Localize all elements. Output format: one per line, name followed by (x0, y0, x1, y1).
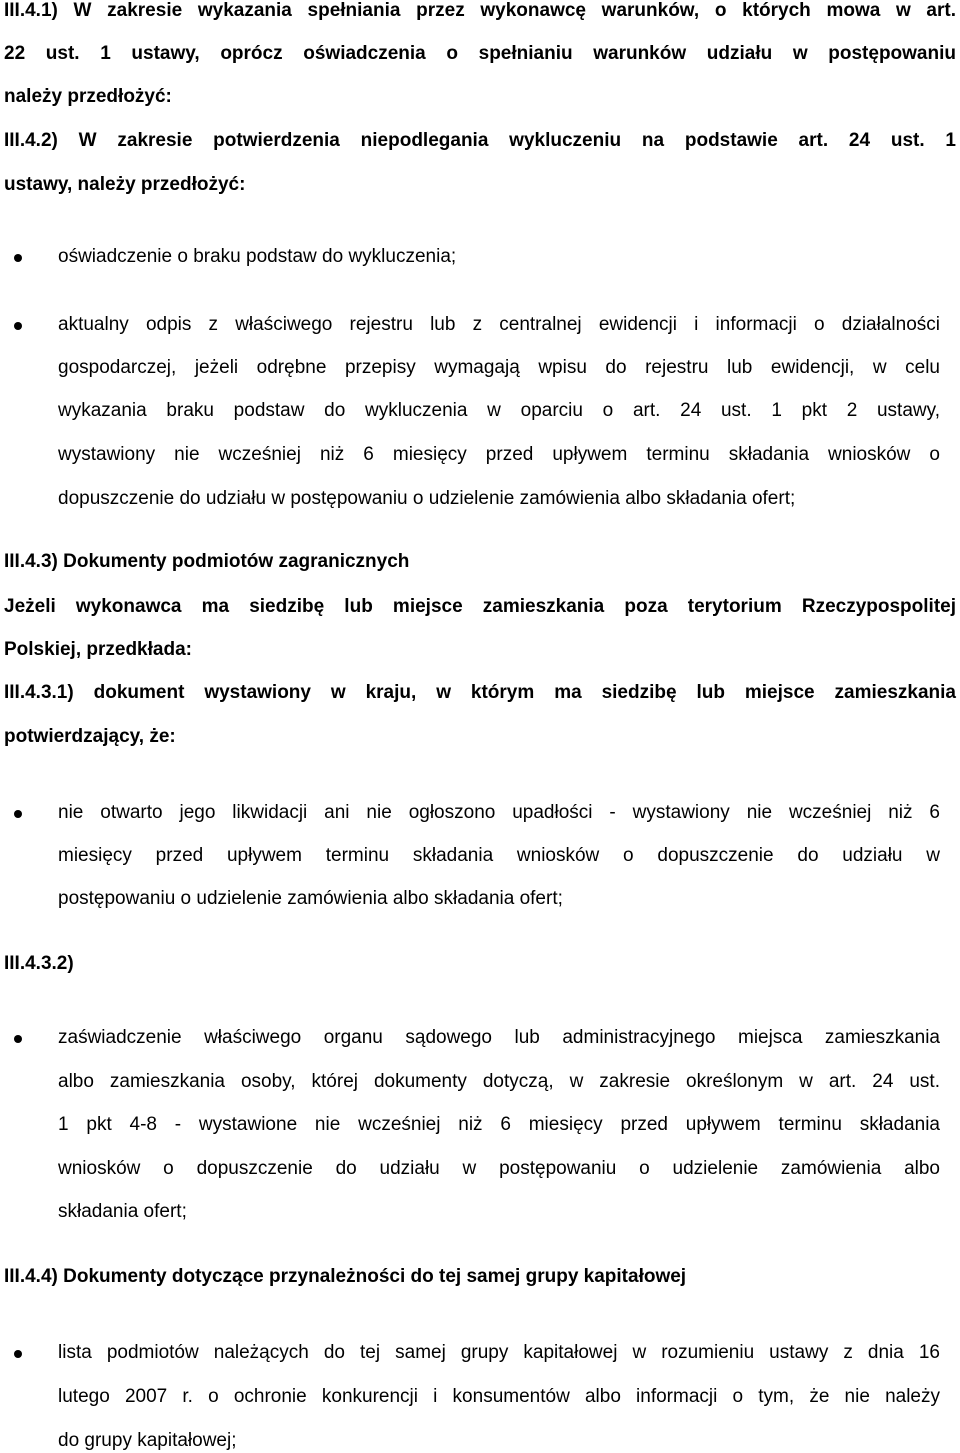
section-144-heading: III.4.4) Dokumenty dotyczące przynależności do tej samej grupy kapitałowej (4, 1266, 687, 1287)
bullet-144-line-2: lutego 2007 r. o ochronie konkurencji i konsumentów albo informacji o tym, że nie należy (58, 1386, 940, 1407)
bullet-dot (14, 322, 22, 330)
bullet-142-2-line-2: gospodarczej, jeżeli odrębne przepisy wymagają wpisu do rejestru lub ewidencji, w celu (58, 357, 940, 378)
bullet-dot (14, 1035, 22, 1043)
bullet-142-2-line-4: wystawiony nie wcześniej niż 6 miesięcy przed upływem terminu składania wniosków o (58, 444, 940, 465)
bullet-dot (14, 810, 22, 818)
bullet-142-2-line-5: dopuszczenie do udziału w postępowaniu o udzielenie zamówienia albo składania ofert; (58, 488, 796, 509)
section-1431-line-2: potwierdzający, że: (4, 726, 176, 747)
bullet-1432-line-3: 1 pkt 4-8 - wystawione nie wcześniej niż 6 miesięcy przed upływem terminu składania (58, 1114, 940, 1135)
bullet-144-line-1: lista podmiotów należących do tej samej grupy kapitałowej w rozumieniu ustawy z dnia 16 (58, 1342, 940, 1363)
section-141-line-1: III.4.1) W zakresie wykazania spełniania przez wykonawcę warunków, o których mowa w art. (4, 0, 956, 21)
section-143-intro-line-1: Jeżeli wykonawca ma siedzibę lub miejsce zamieszkania poza terytorium Rzeczypospolitej (4, 596, 956, 617)
section-141-line-3: należy przedłożyć: (4, 86, 172, 107)
bullet-1432-line-5: składania ofert; (58, 1201, 187, 1222)
section-1431-line-1: III.4.3.1) dokument wystawiony w kraju, w którym ma siedzibę lub miejsce zamieszkania (4, 682, 956, 703)
section-143-intro-line-2: Polskiej, przedkłada: (4, 639, 192, 660)
bullet-1431-line-2: miesięcy przed upływem terminu składania wniosków o dopuszczenie do udziału w (58, 845, 940, 866)
bullet-142-2-line-1: aktualny odpis z właściwego rejestru lub z centralnej ewidencji i informacji o działalności (58, 314, 940, 335)
section-141-line-2: 22 ust. 1 ustawy, oprócz oświadczenia o spełnianiu warunków udziału w postępowaniu (4, 43, 956, 64)
bullet-1431-line-3: postępowaniu o udzielenie zamówienia albo składania ofert; (58, 888, 563, 909)
section-1432-heading: III.4.3.2) (4, 953, 74, 974)
bullet-144-line-3: do grupy kapitałowej; (58, 1430, 237, 1451)
bullet-dot (14, 1350, 22, 1358)
bullet-1432-line-2: albo zamieszkania osoby, której dokumenty dotyczą, w zakresie określonym w art. 24 ust. (58, 1071, 940, 1092)
bullet-142-1-text: oświadczenie o braku podstaw do wykluczenia; (58, 246, 457, 267)
bullet-142-2-line-3: wykazania braku podstaw do wykluczenia w oparciu o art. 24 ust. 1 pkt 2 ustawy, (58, 400, 940, 421)
section-142-line-1: III.4.2) W zakresie potwierdzenia niepodlegania wykluczeniu na podstawie art. 24 ust. 1 (4, 130, 956, 151)
section-143-heading: III.4.3) Dokumenty podmiotów zagranicznych (4, 551, 410, 572)
bullet-1432-line-1: zaświadczenie właściwego organu sądowego lub administracyjnego miejsca zamieszkania (58, 1027, 940, 1048)
bullet-1431-line-1: nie otwarto jego likwidacji ani nie ogłoszono upadłości - wystawiony nie wcześniej niż 6 (58, 802, 940, 823)
bullet-dot (14, 254, 22, 262)
bullet-1432-line-4: wniosków o dopuszczenie do udziału w postępowaniu o udzielenie zamówienia albo (58, 1158, 940, 1179)
section-142-line-2: ustawy, należy przedłożyć: (4, 174, 246, 195)
